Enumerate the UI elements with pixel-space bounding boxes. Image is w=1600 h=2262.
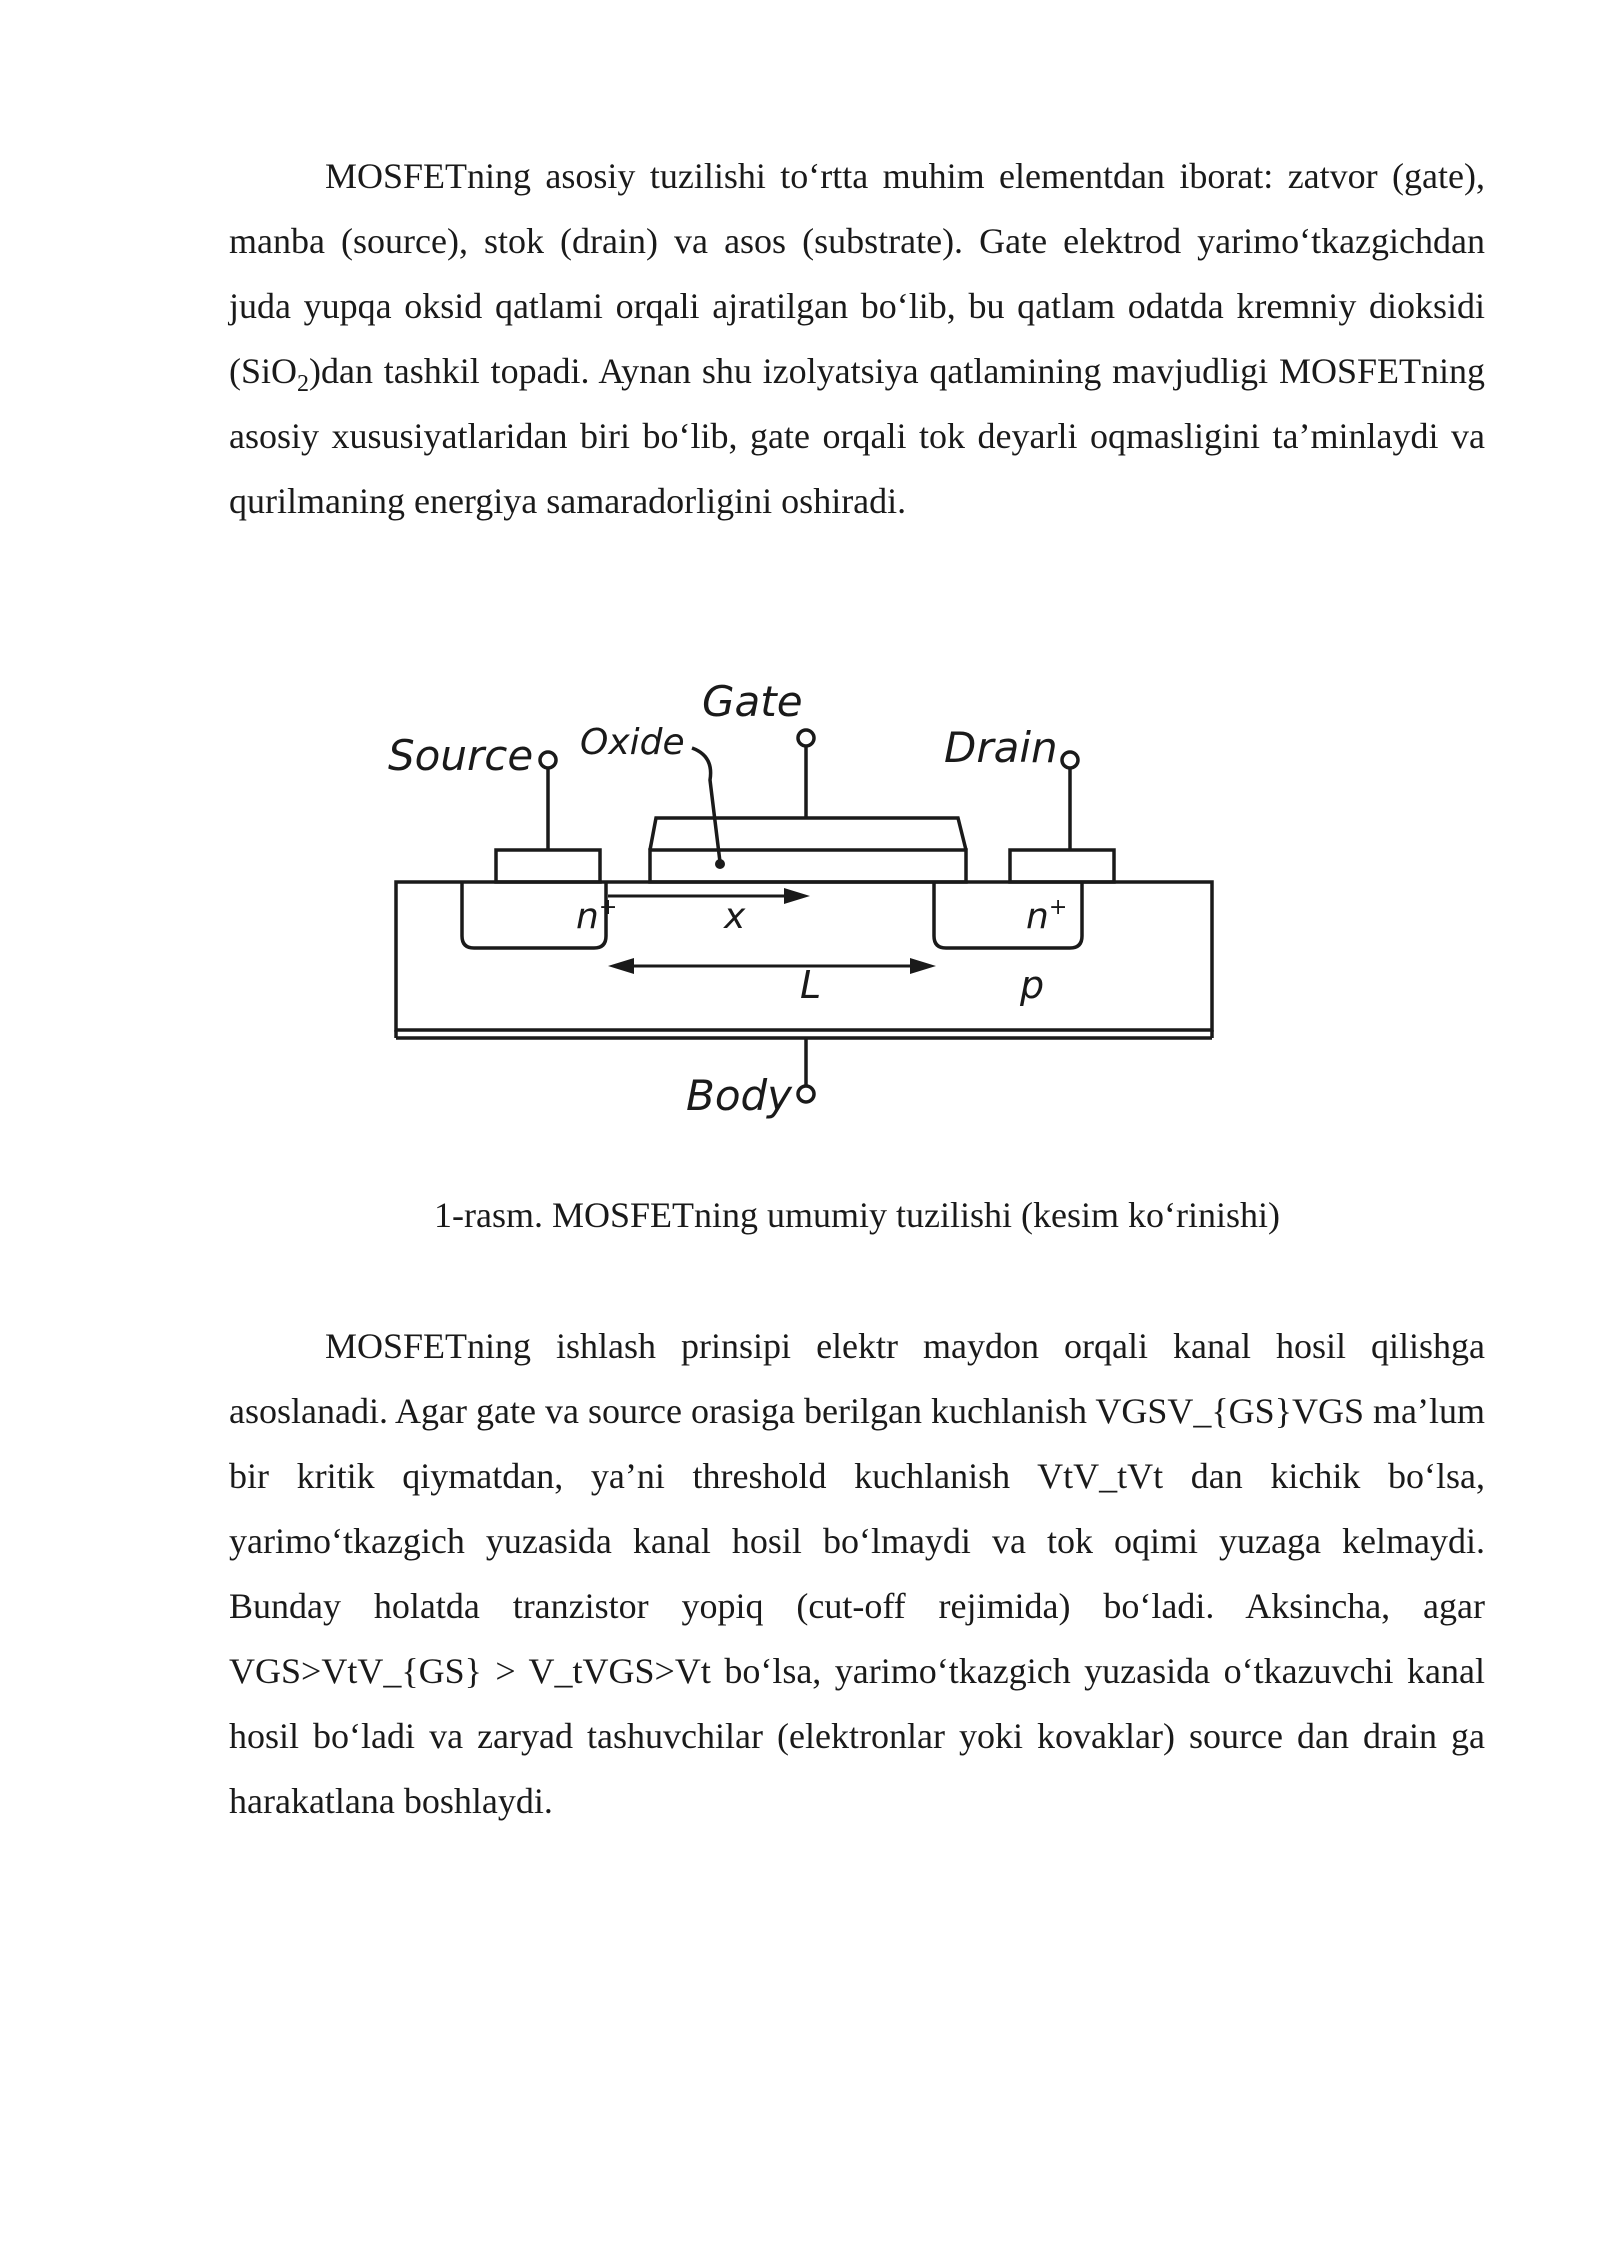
source-terminal	[540, 752, 556, 768]
drain-terminal	[1062, 752, 1078, 768]
oxide-pointer-dot	[715, 859, 725, 869]
l-arrowhead-left	[608, 958, 634, 974]
l-arrowhead-right	[910, 958, 936, 974]
oxide-pointer-line	[692, 748, 720, 862]
gate-terminal	[798, 730, 814, 746]
substrate-block	[396, 882, 1212, 1030]
x-arrowhead	[784, 888, 810, 904]
l-label: L	[800, 963, 822, 1007]
paragraph-structure-text-b: )dan tashkil topadi. Aynan shu izolyatsiya qatlamining mavjudligi MOSFETning asosiy xususiyatlaridan biri bo‘lib, gate orqali tok deyarli oqmasligini ta’minlaydi va qurilmaning energiya samaradorligini oshiradi.	[229, 351, 1485, 521]
source-label: Source	[388, 731, 534, 780]
n-plus-right-label: n+	[1026, 895, 1068, 937]
source-contact-metal	[496, 850, 600, 882]
gate-label: Gate	[702, 677, 803, 726]
paragraph-working-principle	[229, 1314, 1485, 1834]
oxide-layer	[650, 850, 966, 882]
figure-caption: 1-rasm. MOSFETning umumiy tuzilishi (kesim ko‘rinishi)	[434, 1195, 1280, 1235]
n-plus-left-label: n+	[576, 895, 618, 937]
paragraph-working-principle-text: MOSFETning ishlash prinsipi elektr maydon orqali kanal hosil qilishga asoslanadi. Agar gate va source orasiga berilgan kuchlanish VGSV_{GS}VGS ma’lum bir kritik qiymatdan, ya’ni threshold kuchlanish VtV_tVt dan kichik bo‘lsa, yarimo‘tkazgich yuzasida kanal hosil bo‘lmaydi va tok oqimi yuzaga kelmaydi. Bunday holatda tranzistor yopiq (cut-off rejimida) bo‘ladi. Aksincha, agar VGS>VtV_{GS} > V_tVGS>Vt bo‘lsa, yarimo‘tkazgich yuzasida o‘tkazuvchi kanal hosil bo‘ladi va zaryad tashuvchilar (elektronlar yoki kovaklar) source dan drain ga harakatlana boshlaydi.	[229, 1326, 1485, 1821]
paragraph-structure-text-a: MOSFETning asosiy tuzilishi to‘rtta muhim elementdan iborat: zatvor (gate), manba (source), stok (drain) va asos (substrate). Gate elektrod yarimo‘tkazgichdan juda yupqa oksid qatlami orqali ajratilgan bo‘lib, bu qatlam odatda kremniy dioksidi (SiO	[229, 156, 1485, 391]
subscript-2: 2	[297, 371, 310, 398]
body-terminal	[798, 1086, 814, 1102]
x-label: x	[724, 896, 746, 937]
mosfet-cross-section-figure	[380, 668, 1240, 1148]
body-label: Body	[686, 1071, 793, 1120]
gate-electrode	[650, 818, 966, 850]
drain-contact-metal	[1010, 850, 1114, 882]
drain-label: Drain	[944, 723, 1058, 772]
p-label: p	[1020, 963, 1045, 1007]
oxide-label: Oxide	[580, 722, 685, 763]
paragraph-structure	[229, 144, 1485, 534]
